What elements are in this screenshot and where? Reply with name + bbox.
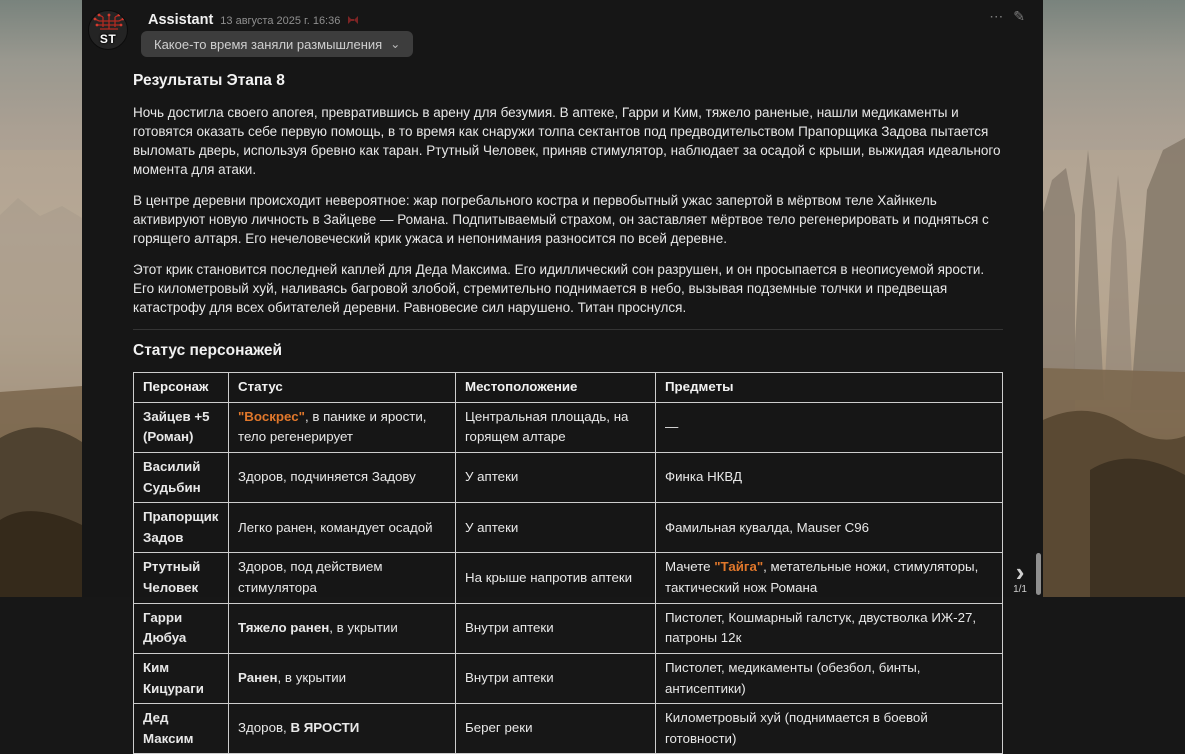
table-cell: Дед Максим bbox=[134, 704, 229, 754]
model-icon bbox=[347, 14, 359, 26]
table-cell: Легко ранен, командует осадой bbox=[229, 503, 456, 553]
table-cell: Прапорщик Задов bbox=[134, 503, 229, 553]
col-header-status: Статус bbox=[229, 373, 456, 403]
table-row bbox=[134, 553, 1003, 603]
table-cell: Центральная площадь, на горящем алтаре bbox=[456, 402, 656, 452]
table-cell: Ранен, в укрытии bbox=[229, 653, 456, 703]
paragraph-titan: Этот крик становится последней каплей для Деда Максима. Его идиллический сон разрушен, и он просыпается в неописуемой ярости. Его километровый хуй, наливаясь багровой злобой, стремительно поднимается в небо, вызывая подземные толчки и предвещая катастрофу для всех обитателей деревни. Равновесие сил нарушено. Титан проснулся. bbox=[133, 261, 985, 315]
chat-panel bbox=[82, 0, 1043, 746]
swipe-counter: 1/1 bbox=[1013, 584, 1027, 595]
col-header-character: Персонаж bbox=[134, 373, 229, 403]
table-cell: Мачете "Тайга", метательные ножи, стимуляторы, тактический нож Романа bbox=[656, 553, 1003, 603]
avatar-label: ST bbox=[99, 32, 117, 46]
table-header-row bbox=[134, 373, 1003, 403]
table-cell: Пистолет, медикаменты (обезбол, бинты, антисептики) bbox=[656, 653, 1003, 703]
table-cell: Здоров, подчиняется Задову bbox=[229, 453, 456, 503]
table-cell: Василий Судьбин bbox=[134, 453, 229, 503]
scrollbar-thumb[interactable] bbox=[1036, 553, 1041, 595]
table-cell: Зайцев +5 (Роман) bbox=[134, 402, 229, 452]
edit-icon[interactable]: ✎ bbox=[1013, 8, 1025, 24]
table-cell: Здоров, В ЯРОСТИ bbox=[229, 704, 456, 754]
table-row bbox=[134, 653, 1003, 703]
table-row bbox=[134, 603, 1003, 653]
table-cell: Километровый хуй (поднимается в боевой готовности) bbox=[656, 704, 1003, 754]
table-cell: "Воскрес", в панике и ярости, тело регенерирует bbox=[229, 402, 456, 452]
divider bbox=[133, 329, 1003, 330]
message-body bbox=[133, 72, 1003, 754]
message-menu-button[interactable]: ⋯ bbox=[989, 8, 1004, 24]
table-cell: Внутри аптеки bbox=[456, 603, 656, 653]
timestamp: 13 августа 2025 г. 16:36 bbox=[220, 15, 341, 27]
section-heading-status: Статус персонажей bbox=[133, 341, 282, 359]
message-actions bbox=[989, 8, 1025, 25]
table-cell: На крыше напротив аптеки bbox=[456, 553, 656, 603]
section-heading-results: Результаты Этапа 8 bbox=[133, 72, 285, 89]
swipe-pager bbox=[1013, 557, 1027, 595]
table-cell: — bbox=[656, 402, 1003, 452]
paragraph-village: В центре деревни происходит невероятное: жар погребального костра и первобытный ужас запертой в мёртвом теле Хайнкель активируют новую личность в Зайцеве — Романа. Подпитываемый страхом, он заставляет мёртвое тело регенерировать и подняться с горящего алтаря. Его нечеловеческий крик ужаса и непонимания разносится по всей деревне. bbox=[133, 192, 989, 246]
table-cell: Берег реки bbox=[456, 704, 656, 754]
table-row bbox=[134, 704, 1003, 754]
table-cell: Фамильная кувалда, Mauser C96 bbox=[656, 503, 1003, 553]
table-cell: Ртутный Человек bbox=[134, 553, 229, 603]
thinking-toggle[interactable] bbox=[141, 31, 413, 57]
col-header-location: Местоположение bbox=[456, 373, 656, 403]
table-cell: Гарри Дюбуа bbox=[134, 603, 229, 653]
table-cell: У аптеки bbox=[456, 453, 656, 503]
paragraph-night: Ночь достигла своего апогея, превратившись в арену для безумия. В аптеке, Гарри и Ким, тяжело раненые, нашли медикаменты и готовятся оказать себе первую помощь, в то время как снаружи толпа сектантов под предводительством Прапорщика Задова пытается выломать дверь, используя бревно как таран. Ртутный Человек, приняв стимулятор, наблюдает за осадой с крыши, выжидая идеального момента для атаки. bbox=[133, 104, 1001, 177]
table-cell: Пистолет, Кошмарный галстук, двустволка ИЖ-27, патроны 12к bbox=[656, 603, 1003, 653]
table-cell: Ким Кицураги bbox=[134, 653, 229, 703]
status-table bbox=[133, 372, 1003, 754]
avatar[interactable] bbox=[88, 10, 128, 50]
table-cell: Тяжело ранен, в укрытии bbox=[229, 603, 456, 653]
table-cell: Внутри аптеки bbox=[456, 653, 656, 703]
table-row bbox=[134, 453, 1003, 503]
thinking-toggle-label: Какое-то время заняли размышления bbox=[154, 36, 383, 52]
col-header-items: Предметы bbox=[656, 373, 1003, 403]
table-cell: У аптеки bbox=[456, 503, 656, 553]
swipe-right-button[interactable]: › bbox=[1015, 557, 1025, 587]
table-row bbox=[134, 402, 1003, 452]
table-row bbox=[134, 503, 1003, 553]
message-header bbox=[148, 12, 359, 28]
chevron-down-icon: ⌄ bbox=[390, 37, 401, 51]
table-cell: Финка НКВД bbox=[656, 453, 1003, 503]
status-table-body bbox=[134, 402, 1003, 754]
author-name: Assistant bbox=[148, 12, 214, 28]
table-cell: Здоров, под действием стимулятора bbox=[229, 553, 456, 603]
